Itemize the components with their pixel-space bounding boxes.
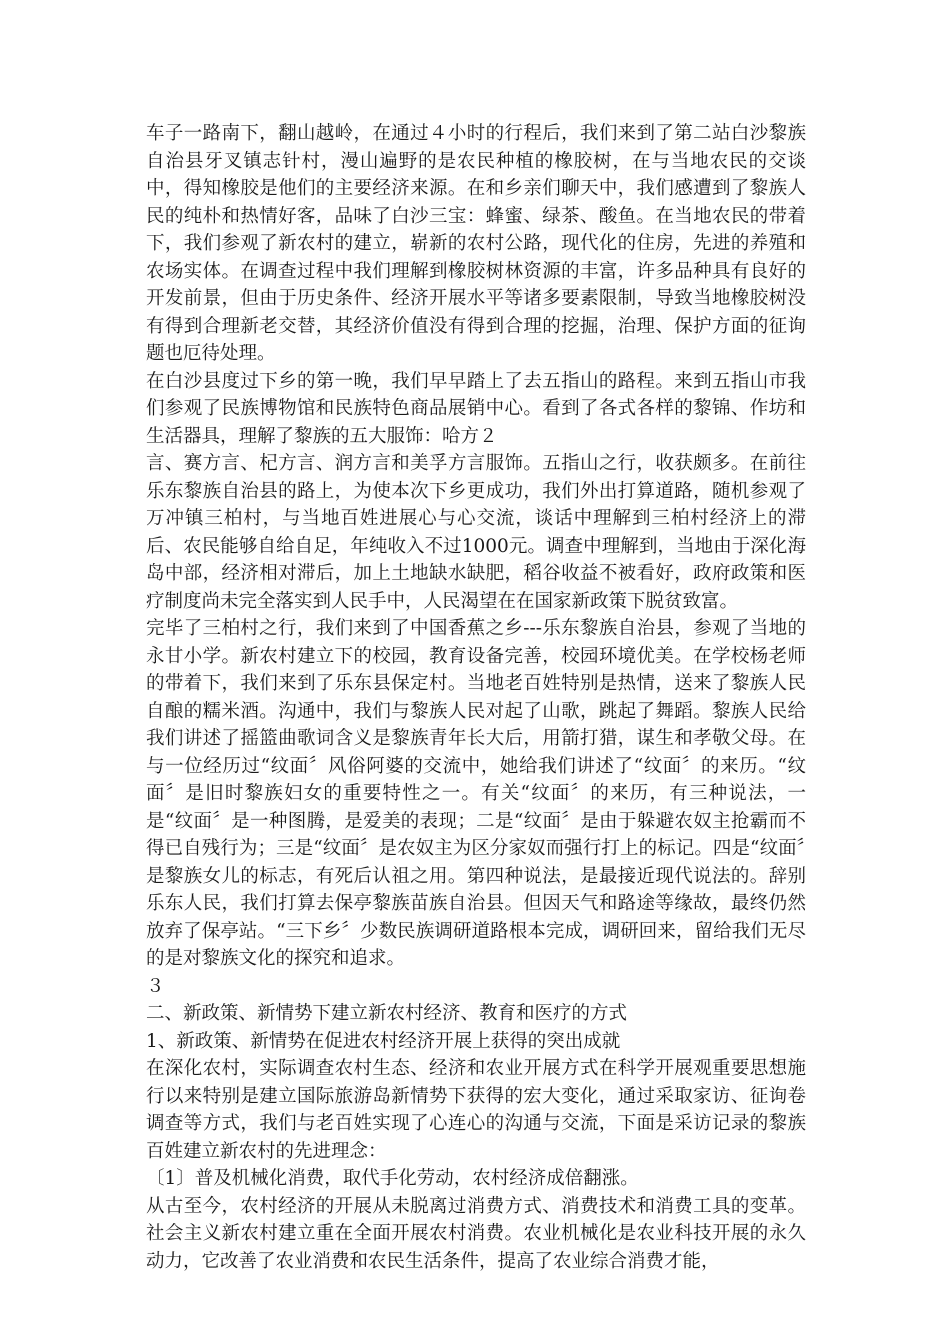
paragraph-field-survey: 在深化农村，实际调查农村生态、经济和农业开展方式在科学开展观重要思想施行以来特别是建立国际旅游岛新情势下获得的宏大变化，通过采取家访、征询卷调查等方式，我们与老百姓实现了心连心的沟通与交流，下面是采访记录的黎族百姓建立新农村的先进理念：: [146, 1058, 806, 1162]
document-page: [146, 120, 806, 1275]
page-number: ３: [146, 975, 165, 997]
section-heading: 二、新政策、新情势下建立新农村经济、教育和医疗的方式: [146, 1003, 628, 1024]
paragraph-mechanization: 从古至今，农村经济的开展从未脱离过消费方式、消费技术和消费工具的变革。社会主义新农村建立重在全面开展农村消费。农业机械化是农业科技开展的永久动力，它改善了农业消费和农民生活条件，提高了农业综合消费才能，: [146, 1195, 806, 1272]
paragraph-baisha-visit: 车子一路南下，翻山越岭，在通过４小时的行程后，我们来到了第二站白沙黎族自治县牙叉镇志针村，漫山遍野的是农民种植的橡胶树，在与当地农民的交谈中，得知橡胶是他们的主要经济来源。在和乡亲们聊天中，我们感遭到了黎族人民的纯朴和热情好客，品味了白沙三宝：蜂蜜、绿茶、酸鱼。在当地农民的带着下，我们参观了新农村的建立，崭新的农村公路，现代化的住房，先进的养殖和农场实体。在调查过程中我们理解到橡胶树林资源的丰富，许多品种具有良好的开发前景，但由于历史条件、经济开展水平等诸多要素限制，导致当地橡胶树没有得到合理新老交替，其经济价值没有得到合理的挖掘，治理、保护方面的征询题也厄待处理。: [146, 123, 806, 364]
paragraph-sanbai-village: 言、赛方言、杞方言、润方言和美孚方言服饰。五指山之行，收获颇多。在前往乐东黎族自治县的路上，为使本次下乡更成功，我们外出打算道路，随机参观了万冲镇三柏村，与当地百姓进展心与心交流，谈话中理解到三柏村经济上的滞后、农民能够自给自足，年纯收入不过1000元。调查中理解到，当地由于深化海岛中部，经济相对滞后，加上土地缺水缺肥，稻谷收益不被看好，政府政策和医疗制度尚未完全落实到人民手中，人民渴望在在国家新政策下脱贫致富。: [146, 453, 806, 612]
paragraph-ledong-visit: 完毕了三柏村之行，我们来到了中国香蕉之乡---乐东黎族自治县，参观了当地的永甘小学。新农村建立下的校园，教育设备完善，校园环境优美。在学校杨老师的带着下，我们来到了乐东县保定村。当地老百姓特别是热情，送来了黎族人民自酿的糯米酒。沟通中，我们与黎族人民对起了山歌，跳起了舞蹈。黎族人民给我们讲述了摇篮曲歌词含义是黎族青年长大后，用箭打猎，谋生和孝敬父母。在与一位经历过“纹面〞风俗阿婆的交流中，她给我们讲述了“纹面〞的来历。“纹面〞是旧时黎族妇女的重要特性之一。有关“纹面〞的来历，有三种说法，一是“纹面〞是一种图腾，是爱美的表现；二是“纹面〞是由于躲避农奴主抢霸而不得已自残行为；三是“纹面〞是农奴主为区分家奴而强行打上的标记。四是“纹面〞是黎族女儿的标志，有死后认祖之用。第四种说法，是最接近现代说法的。辞别乐东人民，我们打算去保亭黎族苗族自治县。但因天气和路途等缘故，最终仍然放弃了保亭站。“三下乡〞少数民族调研道路根本完成，调研回来，留给我们无尽的是对黎族文化的探究和追求。: [146, 618, 806, 969]
paragraph-wuzhishan-visit: 在白沙县度过下乡的第一晚，我们早早踏上了去五指山的路程。来到五指山市我们参观了民族博物馆和民族特色商品展销中心。看到了各式各样的黎锦、作坊和生活器具，理解了黎族的五大服饰：哈方２: [146, 370, 806, 447]
list-item-mechanization: 〔1〕普及机械化消费，取代手化劳动，农村经济成倍翻涨。: [146, 1168, 639, 1189]
subsection-heading: 1、新政策、新情势在促进农村经济开展上获得的突出成就: [146, 1030, 621, 1052]
